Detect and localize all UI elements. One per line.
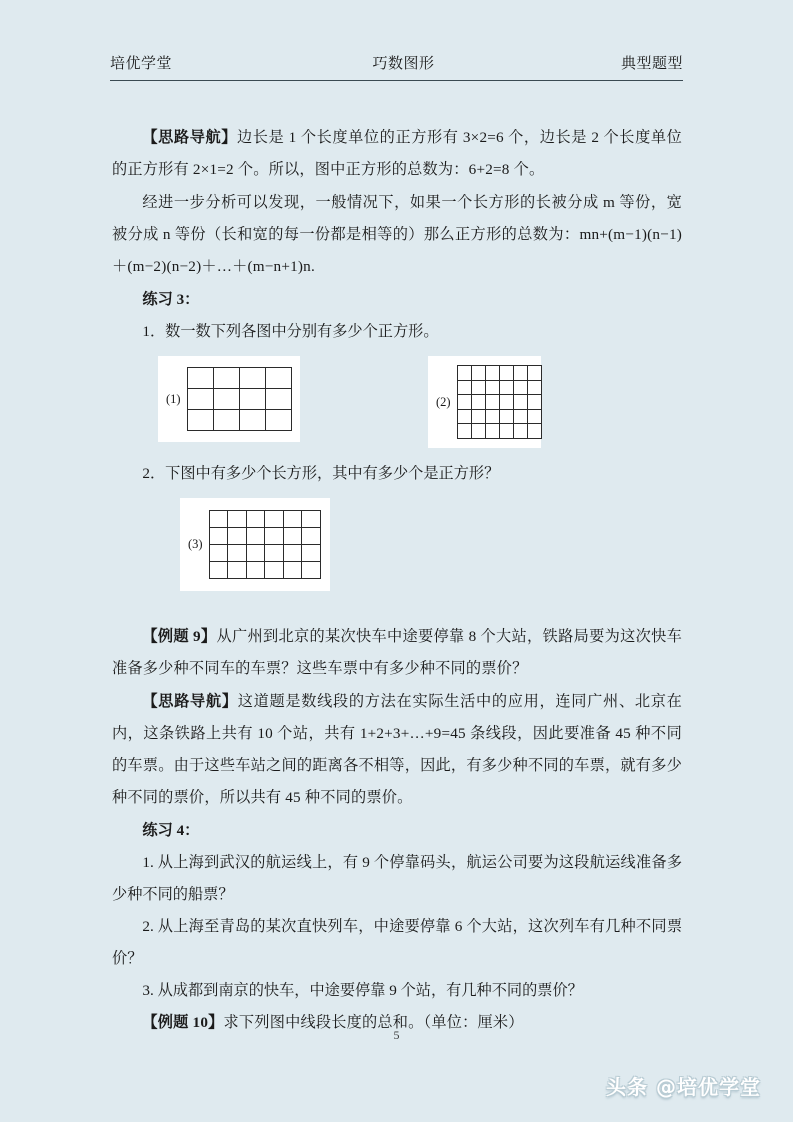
exercise-4-question-1: 1. 从上海到武汉的航运线上，有 9 个停靠码头，航运公司要为这段航运线准备多少种不同的船票？ [112, 854, 682, 903]
square-grid-2 [457, 365, 542, 439]
grid-cell [472, 424, 486, 439]
exercise-4-question-2: 2. 从上海至青岛的某次直快列车，中途要停靠 6 个大站，这次列车有几种不同票价？ [112, 918, 682, 967]
grid-cell [228, 528, 247, 545]
grid-cell [188, 368, 214, 389]
grid-cell [528, 366, 542, 381]
grid-cell [284, 562, 303, 579]
header-center-title: 巧数图形 [372, 56, 435, 72]
guide-paragraph-1 [112, 122, 682, 186]
grid-cell [265, 545, 284, 562]
guide-label-2: 【思路导航】 [142, 693, 238, 710]
grid-cell [514, 410, 528, 425]
grid-cell [514, 424, 528, 439]
watermark: 头条 @培优学堂 [606, 1075, 761, 1099]
grid-cell [528, 410, 542, 425]
grid-cell [228, 562, 247, 579]
grid-cell [265, 511, 284, 528]
grid-cell [214, 410, 240, 431]
grid-cell [214, 389, 240, 410]
header-left-title: 培优学堂 [110, 56, 173, 72]
header-right-title: 典型题型 [620, 56, 683, 72]
grid-cell [247, 511, 266, 528]
figure-card-2 [428, 356, 541, 448]
grid-cell [472, 366, 486, 381]
figure-row-1 [112, 356, 682, 448]
grid-cell [266, 389, 292, 410]
example-9-paragraph [112, 621, 682, 685]
grid-cell [266, 368, 292, 389]
grid-cell [458, 381, 472, 396]
grid-cell [500, 424, 514, 439]
guide-paragraph-2 [112, 686, 682, 814]
exercise-4-title: 练习 4： [142, 822, 200, 839]
grid-cell [265, 562, 284, 579]
grid-cell [514, 381, 528, 396]
example-9-label: 【例题 9】 [142, 628, 217, 645]
guide-label-1: 【思路导航】 [142, 129, 237, 146]
grid-cell [266, 410, 292, 431]
grid-cell [240, 368, 266, 389]
exercise-3-title: 练习 3： [142, 291, 200, 308]
grid-cell [188, 389, 214, 410]
grid-cell [472, 410, 486, 425]
analysis-paragraph: 经进一步分析可以发现，一般情况下，如果一个长方形的长被分成 m 等份，宽被分成 n 等份（长和宽的每一份都是相等的）那么正方形的总数为：mn+(m−1)(n−1)＋(m−2)(n−2)＋…＋(m−n+1)n. [112, 194, 682, 275]
grid-cell [210, 562, 229, 579]
grid-cell [472, 395, 486, 410]
grid-cell [302, 511, 321, 528]
grid-cell [302, 562, 321, 579]
grid-cell [458, 424, 472, 439]
grid-cell [458, 366, 472, 381]
grid-cell [188, 410, 214, 431]
grid-cell [514, 366, 528, 381]
grid-cell [247, 528, 266, 545]
grid-cell [486, 381, 500, 396]
grid-cell [240, 410, 266, 431]
figure-card-3 [180, 498, 330, 591]
grid-cell [458, 395, 472, 410]
grid-cell [458, 410, 472, 425]
example-9-text: 从广州到北京的某次快车中途要停靠 8 个大站，铁路局要为这次快车准备多少种不同车的车票？这些车票中有多少种不同的票价？ [112, 628, 682, 677]
figure-row-2 [112, 498, 682, 591]
grid-cell [500, 366, 514, 381]
grid-cell [247, 562, 266, 579]
figure-card-1 [158, 356, 300, 442]
page-number: 5 [393, 1028, 400, 1042]
grid-cell [240, 389, 266, 410]
example-10-label: 【例题 10】 [142, 1014, 224, 1031]
grid-cell [486, 395, 500, 410]
example-10-text: 求下列图中线段长度的总和。（单位：厘米） [223, 1014, 524, 1031]
square-grid-1 [187, 367, 292, 431]
figure-label-3: (3) [188, 537, 203, 551]
exercise-4-question-3: 3. 从成都到南京的快车，中途要停靠 9 个站，有几种不同的票价？ [142, 982, 583, 999]
guide-text-1: 边长是 1 个长度单位的正方形有 3×2=6 个，边长是 2 个长度单位的正方形有 2×1=2 个。所以，图中正方形的总数为：6+2=8 个。 [112, 129, 682, 178]
grid-cell [284, 528, 303, 545]
grid-cell [514, 395, 528, 410]
square-grid-3 [209, 510, 321, 579]
guide-text-2: 这道题是数线段的方法在实际生活中的应用，连同广州、北京在内，这条铁路上共有 10 个站，共有 1+2+3+…+9=45 条线段，因此要准备 45 种不同的车票。由于这些车站之间的距离各不相等，因此，有多少种不同的车票，就有多少种不同的票价，所以共有 45 种不同的票价。 [112, 693, 682, 806]
grid-cell [486, 424, 500, 439]
grid-cell [528, 424, 542, 439]
grid-cell [302, 528, 321, 545]
figure-label-1: (1) [166, 391, 181, 406]
grid-cell [472, 381, 486, 396]
running-header [110, 52, 683, 81]
grid-cell [486, 410, 500, 425]
grid-cell [210, 511, 229, 528]
grid-cell [284, 511, 303, 528]
grid-cell [486, 366, 500, 381]
spacer [112, 591, 682, 621]
grid-cell [228, 545, 247, 562]
document-body [112, 122, 682, 1040]
grid-cell [302, 545, 321, 562]
grid-cell [247, 545, 266, 562]
grid-cell [284, 545, 303, 562]
grid-cell [500, 410, 514, 425]
figure-label-2: (2) [436, 394, 451, 409]
exercise-3-question-2: 2．下图中有多少个长方形，其中有多少个是正方形？ [142, 465, 500, 482]
grid-cell [528, 395, 542, 410]
spacer [112, 448, 682, 458]
grid-cell [214, 368, 240, 389]
grid-cell [210, 545, 229, 562]
grid-cell [528, 381, 542, 396]
grid-cell [265, 528, 284, 545]
grid-cell [210, 528, 229, 545]
grid-cell [500, 381, 514, 396]
grid-cell [228, 511, 247, 528]
exercise-3-question-1: 1．数一数下列各图中分别有多少个正方形。 [142, 323, 439, 340]
grid-cell [500, 395, 514, 410]
